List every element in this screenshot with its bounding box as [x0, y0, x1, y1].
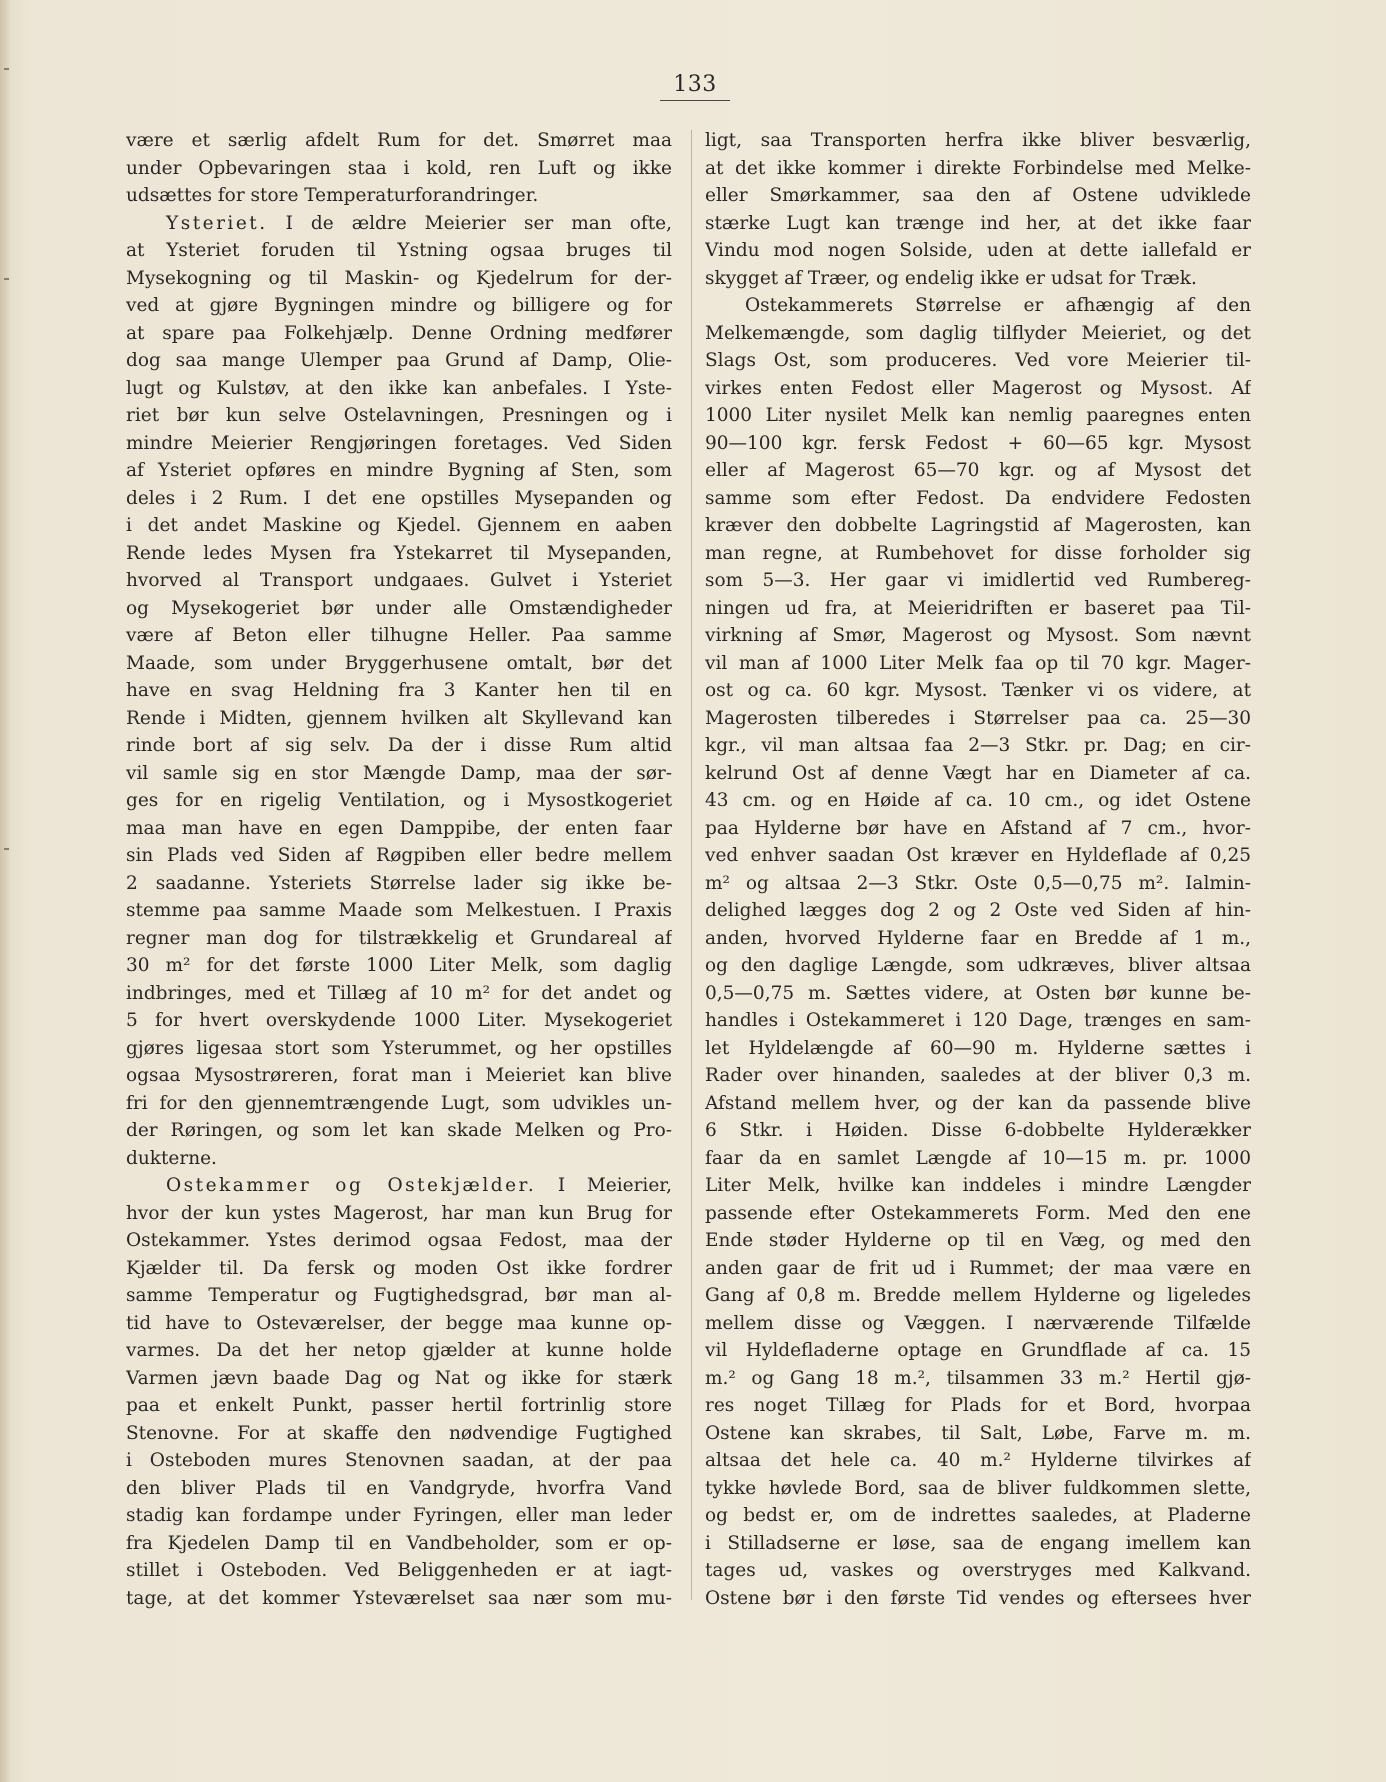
line-text: der Røringen, og som let kan skade Melken og Pro- [126, 1120, 672, 1141]
text-line [705, 622, 1251, 650]
line-text: man regne, at Rumbehovet for disse forholder sig [705, 542, 1251, 564]
line-text: sin Plads ved Siden af Røgpiben eller bedre mellem [126, 845, 672, 866]
text-line [705, 430, 1251, 458]
text-line [705, 1172, 1251, 1200]
line-text: ogsaa Mysostrøreren, forat man i Meieriet kan blive [126, 1065, 672, 1086]
text-line [126, 705, 672, 733]
text-line [126, 1200, 672, 1228]
line-text: altsaa det hele ca. 40 m.² Hylderne tilvirkes af [705, 1450, 1251, 1471]
text-line [126, 1090, 672, 1118]
line-text: I Meierier, [536, 1175, 672, 1196]
text-line [705, 540, 1251, 568]
line-text: tid have to Osteværelser, der begge maa kunne op- [126, 1312, 672, 1334]
line-text: i Osteboden mures Stenovnen saadan, at der paa [126, 1450, 672, 1471]
text-line [705, 320, 1251, 348]
line-text: handles i Ostekammeret i 120 Dage, trænges en sam- [705, 1010, 1251, 1031]
text-line [126, 1172, 672, 1200]
text-line [705, 155, 1251, 183]
text-line [705, 1392, 1251, 1420]
line-text: skygget af Træer, og endelig ikke er udsat for Træk. [705, 267, 1197, 289]
line-text: faar da en samlet Længde af 10—15 m. pr. 1000 [705, 1147, 1251, 1169]
line-text: eller Smørkammer, saa den af Ostene udviklede [705, 185, 1251, 206]
text-line [126, 842, 672, 870]
line-text: lugt og Kulstøv, at den ikke kan anbefales. I Yste- [126, 377, 672, 399]
page-number: 133 [673, 72, 717, 97]
text-line [705, 1420, 1251, 1448]
text-line [126, 210, 672, 238]
line-text: den bliver Plads til en Vandgryde, hvorfra Vand [126, 1477, 672, 1499]
text-line [126, 1530, 672, 1558]
text-line [705, 1007, 1251, 1035]
line-text: 43 cm. og en Høide af ca. 10 cm., og idet Ostene [705, 790, 1251, 811]
section-heading: Ysteriet. [166, 212, 268, 234]
line-text: mindre Meierier Rengjøringen foretages. Ved Siden [126, 432, 672, 454]
line-text: samme som efter Fedost. Da endvidere Fedosten [705, 487, 1251, 509]
right-text-column [705, 127, 1251, 1612]
text-line [126, 1502, 672, 1530]
text-line [705, 650, 1251, 678]
text-line [705, 1255, 1251, 1283]
page-binding-edge [0, 0, 10, 1782]
text-line [126, 732, 672, 760]
text-line [705, 952, 1251, 980]
text-line [705, 1502, 1251, 1530]
line-text: paa et enkelt Punkt, passer hertil fortrinlig store [126, 1395, 672, 1416]
section-heading: Ostekammer og Ostekjælder. [166, 1175, 537, 1196]
text-line [705, 870, 1251, 898]
text-line [126, 980, 672, 1008]
text-line [705, 897, 1251, 925]
line-text: Melkemængde, som daglig tilflyder Meieriet, og det [705, 322, 1251, 344]
text-line [705, 237, 1251, 265]
text-line [705, 1035, 1251, 1063]
text-line [126, 375, 672, 403]
text-line [126, 622, 672, 650]
line-text: i det andet Maskine og Kjedel. Gjennem en aaben [126, 515, 672, 536]
line-text: være et særlig afdelt Rum for det. Smørret maa [126, 130, 672, 151]
text-line [126, 1475, 672, 1503]
line-text: Ende støder Hylderne op til en Væg, og med den [705, 1230, 1251, 1251]
text-line [126, 1062, 672, 1090]
text-line [705, 375, 1251, 403]
line-text: udsættes for store Temperaturforandringer. [126, 185, 539, 206]
line-text: virkning af Smør, Magerost og Mysost. Som nævnt [705, 625, 1251, 646]
text-line [126, 1282, 672, 1310]
line-text: have en svag Heldning fra 3 Kanter hen til en [126, 680, 672, 701]
line-text: vil samle sig en stor Mængde Damp, maa der sør- [126, 762, 672, 784]
line-text: Rende ledes Mysen fra Ystekarret til Mysepanden, [126, 542, 672, 564]
line-text: fri for den gjennemtrængende Lugt, som udvikles un- [126, 1092, 672, 1114]
line-text: delighed lægges dog 2 og 2 Oste ved Siden af hin- [705, 900, 1251, 921]
edge-mark [4, 68, 9, 70]
line-text: stærke Lugt kan trænge ind her, at det ikke faar [705, 212, 1251, 234]
line-text: m.² og Gang 18 m.², tilsammen 33 m.² Hertil gjø- [705, 1367, 1251, 1389]
line-text: 5 for hvert overskydende 1000 Liter. Mysekogeriet [126, 1010, 672, 1031]
line-text: eller af Magerost 65—70 kgr. og af Mysost det [705, 460, 1251, 481]
line-text: Varmen jævn baade Dag og Nat og ikke for stærk [126, 1367, 672, 1389]
text-line [705, 1200, 1251, 1228]
text-line [705, 457, 1251, 485]
line-text: ges for en rigelig Ventilation, og i Mysostkogeriet [126, 790, 672, 811]
line-text: maa man have en egen Damppibe, der enten faar [126, 817, 672, 839]
line-text: at det ikke kommer i direkte Forbindelse med Melke- [705, 157, 1251, 179]
text-line [126, 1447, 672, 1475]
text-line [705, 1447, 1251, 1475]
line-text: let Hyldelængde af 60—90 m. Hylderne sættes i [705, 1037, 1251, 1059]
line-text: være af Beton eller tilhugne Heller. Paa samme [126, 625, 672, 646]
line-text: hvor der kun ystes Magerost, har man kun Brug for [126, 1202, 672, 1224]
line-text: at spare paa Folkehjælp. Denne Ordning medfører [126, 322, 672, 344]
line-text: gjøres ligesaa stort som Ysterummet, og her opstilles [126, 1037, 672, 1059]
text-line [126, 347, 672, 375]
text-line [126, 897, 672, 925]
line-text: paa Hylderne bør have en Afstand af 7 cm., hvor- [705, 817, 1251, 839]
text-line [126, 1392, 672, 1420]
text-line [705, 1365, 1251, 1393]
text-line [126, 540, 672, 568]
line-text: ningen ud fra, at Meieridriften er baseret paa Til- [705, 597, 1251, 619]
text-line [126, 237, 672, 265]
left-text-column [126, 127, 672, 1612]
line-text: Ostekammerets Størrelse er afhængig af den [745, 295, 1251, 316]
text-line [705, 1475, 1251, 1503]
line-text: 2 saadanne. Ysteriets Størrelse lader sig ikke be- [126, 872, 672, 894]
text-line [126, 1420, 672, 1448]
text-line [705, 1117, 1251, 1145]
text-line [705, 210, 1251, 238]
text-line [126, 485, 672, 513]
text-line [126, 1227, 672, 1255]
text-line [705, 1310, 1251, 1338]
text-line [705, 842, 1251, 870]
line-text: af Ysteriet opføres en mindre Bygning af Sten, som [126, 460, 672, 481]
text-line [126, 650, 672, 678]
text-line [705, 1145, 1251, 1173]
line-text: stemme paa samme Maade som Melkestuen. I Praxis [126, 900, 672, 921]
line-text: varmes. Da det her netop gjælder at kunne holde [126, 1340, 672, 1361]
line-text: regner man dog for tilstrækkelig et Grundareal af [126, 927, 672, 949]
line-text: 30 m² for det første 1000 Liter Melk, som daglig [126, 955, 672, 976]
text-line [126, 1007, 672, 1035]
text-line [126, 182, 672, 210]
text-line [705, 1090, 1251, 1118]
line-text: m² og altsaa 2—3 Stkr. Oste 0,5—0,75 m². Ialmin- [705, 872, 1251, 894]
line-text: Liter Melk, hvilke kan inddeles i mindre Længder [705, 1175, 1251, 1196]
text-line [126, 787, 672, 815]
line-text: passende efter Ostekammerets Form. Med den ene [705, 1202, 1251, 1224]
line-text: dukterne. [126, 1147, 217, 1169]
text-line [126, 595, 672, 623]
text-line [126, 677, 672, 705]
line-text: Ostene kan skrabes, til Salt, Løbe, Farve m. m. [705, 1422, 1251, 1444]
text-line [705, 595, 1251, 623]
text-line [705, 402, 1251, 430]
line-text: I de ældre Meierier ser man ofte, [267, 212, 672, 234]
line-text: tages ud, vaskes og overstryges med Kalkvand. [705, 1560, 1251, 1581]
text-line [126, 127, 672, 155]
line-text: og bedst er, om de indrettes saaledes, at Pladerne [705, 1505, 1251, 1526]
line-text: i Stilladserne er løse, saa de engang imellem kan [705, 1532, 1251, 1554]
line-text: 6 Stkr. i Høiden. Disse 6-dobbelte Hylderækker [705, 1120, 1251, 1141]
line-text: virkes enten Fedost eller Magerost og Mysost. Af [705, 377, 1251, 399]
text-line [705, 292, 1251, 320]
text-line [705, 485, 1251, 513]
text-line [126, 1035, 672, 1063]
text-line [705, 980, 1251, 1008]
line-text: anden gaar de frit ud i Rummet; der maa være en [705, 1257, 1251, 1279]
line-text: stadig kan fordampe under Fyringen, eller man leder [126, 1505, 672, 1526]
text-line [126, 1145, 672, 1173]
page-number-rule [660, 100, 730, 101]
line-text: Rader over hinanden, saaledes at der bliver 0,3 m. [705, 1065, 1251, 1086]
column-divider [691, 130, 692, 1600]
line-text: som 5—3. Her gaar vi imidlertid ved Rumbereg- [705, 570, 1251, 591]
line-text: tage, at det kommer Ysteværelset saa nær som mu- [126, 1587, 672, 1609]
text-line [126, 1365, 672, 1393]
text-line [705, 1227, 1251, 1255]
line-text: Magerosten tilberedes i Størrelser paa ca. 25—30 [705, 707, 1251, 729]
text-line [126, 1255, 672, 1283]
text-line [126, 1117, 672, 1145]
edge-mark [4, 848, 9, 850]
edge-mark [4, 278, 9, 280]
line-text: anden, hvorved Hylderne faar en Bredde af 1 m., [705, 927, 1251, 949]
line-text: ost og ca. 60 kgr. Mysost. Tænker vi os videre, at [705, 680, 1251, 701]
text-line [126, 402, 672, 430]
text-line [126, 1557, 672, 1585]
text-line [705, 925, 1251, 953]
text-line [126, 265, 672, 293]
line-text: Ostekammer. Ystes derimod ogsaa Fedost, maa der [126, 1230, 672, 1251]
text-line [126, 320, 672, 348]
line-text: under Opbevaringen staa i kold, ren Luft og ikke [126, 157, 672, 179]
line-text: vil man af 1000 Liter Melk faa op til 70 kgr. Mager- [705, 652, 1251, 674]
line-text: 0,5—0,75 m. Sættes videre, at Osten bør kunne be- [705, 982, 1251, 1004]
line-text: Afstand mellem hver, og der kan da passende blive [705, 1092, 1251, 1114]
line-text: samme Temperatur og Fugtighedsgrad, bør man al- [126, 1285, 672, 1306]
text-line [705, 1282, 1251, 1310]
line-text: 90—100 kgr. fersk Fedost + 60—65 kgr. Mysost [705, 432, 1251, 454]
text-line [126, 760, 672, 788]
text-line [705, 127, 1251, 155]
text-line [705, 705, 1251, 733]
line-text: mellem disse og Væggen. I nærværende Tilfælde [705, 1312, 1251, 1334]
line-text: Rende i Midten, gjennem hvilken alt Skyllevand kan [126, 707, 672, 729]
line-text: Slags Ost, som produceres. Ved vore Meierier til- [705, 350, 1251, 371]
text-line [126, 155, 672, 183]
text-line [126, 1310, 672, 1338]
text-line [126, 457, 672, 485]
line-text: at Ysteriet foruden til Ystning ogsaa bruges til [126, 240, 672, 261]
line-text: ved at gjøre Bygningen mindre og billigere og for [126, 295, 672, 316]
text-line [705, 815, 1251, 843]
line-text: dog saa mange Ulemper paa Grund af Damp, Olie- [126, 350, 672, 371]
line-text: og Mysekogeriet bør under alle Omstændigheder [126, 597, 672, 619]
line-text: Gang af 0,8 m. Bredde mellem Hylderne og ligeledes [705, 1285, 1251, 1306]
text-line [126, 1585, 672, 1613]
text-line [705, 732, 1251, 760]
text-line [705, 677, 1251, 705]
line-text: 1000 Liter nysilet Melk kan nemlig paaregnes enten [705, 405, 1251, 426]
line-text: ligt, saa Transporten herfra ikke bliver besværlig, [705, 130, 1251, 151]
text-line [705, 787, 1251, 815]
line-text: og den daglige Længde, som udkræves, bliver altsaa [705, 955, 1251, 976]
line-text: fra Kjedelen Damp til en Vandbeholder, som er op- [126, 1532, 672, 1554]
text-line [705, 567, 1251, 595]
text-line [705, 760, 1251, 788]
text-line [705, 1585, 1251, 1613]
text-line [705, 512, 1251, 540]
line-text: kelrund Ost af denne Vægt har en Diameter af ca. [705, 762, 1251, 784]
text-line [126, 430, 672, 458]
text-line [705, 347, 1251, 375]
line-text: Ostene bør i den første Tid vendes og eftersees hver [705, 1587, 1251, 1609]
line-text: hvorved al Transport undgaaes. Gulvet i Ysteriet [126, 570, 672, 591]
line-text: Maade, som under Bryggerhusene omtalt, bør det [126, 652, 672, 674]
text-line [705, 265, 1251, 293]
line-text: kgr., vil man altsaa faa 2—3 Stkr. pr. Dag; en cir- [705, 735, 1251, 756]
line-text: Stenovne. For at skaffe den nødvendige Fugtighed [126, 1422, 672, 1444]
text-line [126, 1337, 672, 1365]
text-line [126, 870, 672, 898]
text-line [126, 292, 672, 320]
line-text: res noget Tillæg for Plads for et Bord, hvorpaa [705, 1395, 1251, 1416]
text-line [705, 1062, 1251, 1090]
text-line [126, 567, 672, 595]
text-line [126, 815, 672, 843]
line-text: deles i 2 Rum. I det ene opstilles Mysepanden og [126, 487, 672, 509]
line-text: Kjælder til. Da fersk og moden Ost ikke fordrer [126, 1257, 672, 1279]
line-text: ved enhver saadan Ost kræver en Hyldeflade af 0,25 [705, 845, 1251, 866]
text-line [126, 512, 672, 540]
line-text: stillet i Osteboden. Ved Beliggenheden er at iagt- [126, 1560, 672, 1581]
line-text: tykke høvlede Bord, saa de bliver fuldkommen slette, [705, 1477, 1251, 1499]
text-line [126, 925, 672, 953]
line-text: kræver den dobbelte Lagringstid af Magerosten, kan [705, 515, 1251, 536]
text-line [705, 1337, 1251, 1365]
text-line [126, 952, 672, 980]
line-text: riet bør kun selve Ostelavningen, Presningen og i [126, 405, 672, 426]
text-line [705, 1530, 1251, 1558]
line-text: indbringes, med et Tillæg af 10 m² for det andet og [126, 982, 672, 1004]
line-text: rinde bort af sig selv. Da der i disse Rum altid [126, 735, 672, 756]
line-text: Mysekogning og til Maskin- og Kjedelrum for der- [126, 267, 672, 289]
line-text: Vindu mod nogen Solside, uden at dette iallefald er [705, 240, 1251, 261]
text-line [705, 1557, 1251, 1585]
text-line [705, 182, 1251, 210]
line-text: vil Hyldefladerne optage en Grundflade af ca. 15 [705, 1340, 1251, 1361]
